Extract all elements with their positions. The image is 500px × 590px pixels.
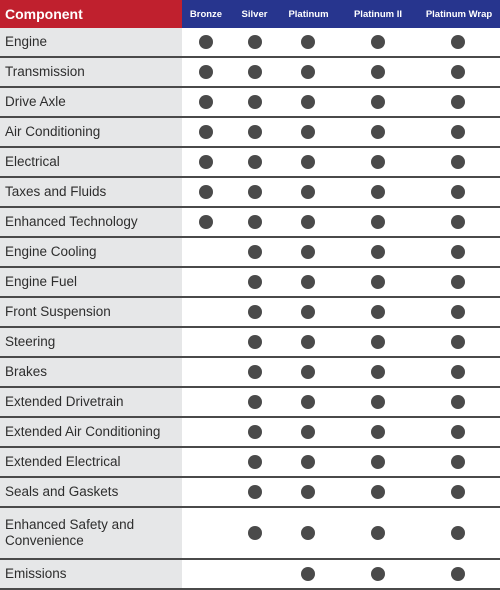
coverage-dot-icon — [451, 365, 465, 379]
coverage-dot-icon — [371, 215, 385, 229]
coverage-dot-icon — [248, 365, 262, 379]
coverage-dot-icon — [371, 35, 385, 49]
table-row — [0, 560, 500, 590]
coverage-dot-icon — [199, 65, 213, 79]
coverage-dot-icon — [451, 95, 465, 109]
coverage-dot-icon — [248, 245, 262, 259]
component-label: Steering — [0, 328, 182, 356]
coverage-dot-icon — [371, 335, 385, 349]
coverage-dot-icon — [451, 185, 465, 199]
table-row — [0, 298, 500, 328]
coverage-dot-icon — [371, 185, 385, 199]
coverage-dot-icon — [451, 275, 465, 289]
coverage-dot-icon — [371, 455, 385, 469]
coverage-dot-icon — [301, 395, 315, 409]
coverage-dot-icon — [301, 245, 315, 259]
component-column-header: Component — [0, 0, 182, 28]
coverage-dot-icon — [451, 35, 465, 49]
coverage-dot-icon — [248, 65, 262, 79]
component-label: Air Conditioning — [0, 118, 182, 146]
coverage-dot-icon — [451, 125, 465, 139]
coverage-dot-icon — [371, 395, 385, 409]
coverage-dot-icon — [248, 305, 262, 319]
component-label: Engine — [0, 28, 182, 56]
component-label: Enhanced Safety and Convenience — [0, 508, 182, 558]
coverage-dot-icon — [451, 65, 465, 79]
coverage-dot-icon — [199, 215, 213, 229]
tier-header-platinum-ii: Platinum II — [338, 0, 418, 28]
table-row — [0, 388, 500, 418]
coverage-dot-icon — [199, 35, 213, 49]
coverage-dot-icon — [301, 125, 315, 139]
coverage-dot-icon — [248, 485, 262, 499]
table-row — [0, 178, 500, 208]
table-row — [0, 448, 500, 478]
component-label: Extended Drivetrain — [0, 388, 182, 416]
tier-header-platinum: Platinum — [279, 0, 338, 28]
component-label: Electrical — [0, 148, 182, 176]
component-label: Drive Axle — [0, 88, 182, 116]
coverage-dot-icon — [248, 335, 262, 349]
table-row — [0, 148, 500, 178]
coverage-dot-icon — [301, 185, 315, 199]
coverage-dot-icon — [248, 185, 262, 199]
coverage-dot-icon — [248, 455, 262, 469]
coverage-dot-icon — [371, 95, 385, 109]
coverage-dot-icon — [301, 215, 315, 229]
coverage-dot-icon — [371, 567, 385, 581]
coverage-dot-icon — [301, 425, 315, 439]
component-label: Extended Electrical — [0, 448, 182, 476]
table-row — [0, 268, 500, 298]
component-label: Seals and Gaskets — [0, 478, 182, 506]
coverage-dot-icon — [248, 125, 262, 139]
table-row — [0, 208, 500, 238]
coverage-dot-icon — [451, 335, 465, 349]
coverage-dot-icon — [371, 125, 385, 139]
coverage-dot-icon — [301, 275, 315, 289]
coverage-dot-icon — [451, 245, 465, 259]
component-label: Engine Cooling — [0, 238, 182, 266]
coverage-dot-icon — [248, 35, 262, 49]
coverage-dot-icon — [301, 485, 315, 499]
coverage-dot-icon — [371, 65, 385, 79]
coverage-dot-icon — [248, 395, 262, 409]
coverage-dot-icon — [451, 455, 465, 469]
table-row — [0, 418, 500, 448]
coverage-dot-icon — [371, 245, 385, 259]
coverage-dot-icon — [248, 425, 262, 439]
table-row — [0, 58, 500, 88]
coverage-dot-icon — [248, 275, 262, 289]
component-label: Engine Fuel — [0, 268, 182, 296]
component-label: Front Suspension — [0, 298, 182, 326]
coverage-dot-icon — [451, 485, 465, 499]
coverage-dot-icon — [248, 526, 262, 540]
component-label: Emissions — [0, 560, 182, 588]
coverage-dot-icon — [301, 335, 315, 349]
coverage-dot-icon — [301, 567, 315, 581]
table-row — [0, 328, 500, 358]
table-row — [0, 508, 500, 560]
coverage-dot-icon — [301, 526, 315, 540]
coverage-dot-icon — [301, 65, 315, 79]
component-label: Taxes and Fluids — [0, 178, 182, 206]
component-label: Brakes — [0, 358, 182, 386]
coverage-dot-icon — [371, 155, 385, 169]
coverage-dot-icon — [371, 425, 385, 439]
table-row — [0, 238, 500, 268]
coverage-dot-icon — [248, 95, 262, 109]
coverage-dot-icon — [248, 155, 262, 169]
coverage-dot-icon — [371, 526, 385, 540]
coverage-dot-icon — [451, 305, 465, 319]
coverage-dot-icon — [451, 567, 465, 581]
coverage-dot-icon — [199, 95, 213, 109]
tier-header-bronze: Bronze — [182, 0, 230, 28]
tier-header-platinum-wrap: Platinum Wrap — [418, 0, 500, 28]
coverage-dot-icon — [199, 125, 213, 139]
table-row — [0, 478, 500, 508]
component-label: Extended Air Conditioning — [0, 418, 182, 446]
table-row — [0, 28, 500, 58]
table-row — [0, 358, 500, 388]
coverage-dot-icon — [451, 155, 465, 169]
coverage-dot-icon — [371, 275, 385, 289]
coverage-dot-icon — [371, 365, 385, 379]
coverage-dot-icon — [371, 485, 385, 499]
coverage-dot-icon — [371, 305, 385, 319]
component-label: Enhanced Technology — [0, 208, 182, 236]
coverage-dot-icon — [451, 215, 465, 229]
coverage-dot-icon — [199, 185, 213, 199]
coverage-dot-icon — [301, 305, 315, 319]
coverage-dot-icon — [301, 95, 315, 109]
table-row — [0, 88, 500, 118]
coverage-dot-icon — [199, 155, 213, 169]
tier-header-silver: Silver — [230, 0, 279, 28]
coverage-dot-icon — [451, 526, 465, 540]
coverage-dot-icon — [451, 395, 465, 409]
coverage-dot-icon — [451, 425, 465, 439]
coverage-dot-icon — [301, 365, 315, 379]
component-label: Transmission — [0, 58, 182, 86]
coverage-dot-icon — [301, 35, 315, 49]
coverage-dot-icon — [301, 155, 315, 169]
coverage-dot-icon — [301, 455, 315, 469]
coverage-dot-icon — [248, 215, 262, 229]
table-row — [0, 118, 500, 148]
